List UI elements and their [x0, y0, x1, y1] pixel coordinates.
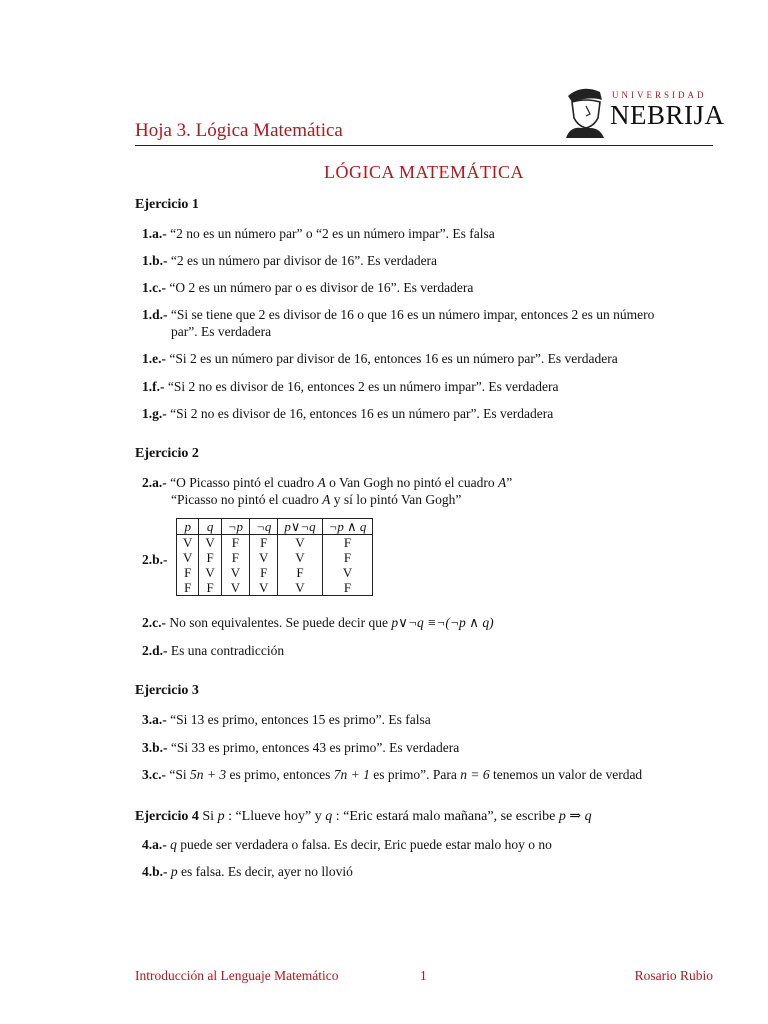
item-text: “Si 13 es primo, entonces 15 es primo”. Es falsa: [170, 712, 431, 727]
item-text: Si: [198, 809, 218, 824]
item-text: “2 es un número par divisor de 16”. Es verdadera: [170, 253, 438, 268]
item-text: ”: [506, 475, 513, 490]
item-text: puede ser verdadera o falsa. Es decir, Eric puede estar malo hoy o no: [176, 837, 552, 852]
math-var: p: [217, 809, 225, 824]
item-label: 3.c.-: [142, 767, 166, 782]
truth-table: [176, 518, 373, 596]
item-1g: [142, 405, 722, 422]
item-text: “Si 2 es un número par divisor de 16, entonces 16 es un número par”. Es verdadera: [169, 351, 618, 366]
exercise-4-text: [199, 809, 592, 824]
item-label: 1.e.-: [142, 351, 166, 366]
footer-author: Rosario Rubio: [634, 968, 713, 983]
table-cell: F: [221, 535, 249, 551]
math-var: A: [322, 492, 331, 507]
item-2b-label: 2.b.-: [142, 552, 168, 567]
item-2c: [142, 614, 722, 631]
table-cell: V: [177, 535, 199, 551]
table-cell: F: [250, 565, 278, 580]
item-4b: [142, 863, 722, 880]
math-var: A: [497, 475, 507, 490]
item-text: “Si 2 no es divisor de 16, entonces 2 es un número impar”. Es verdadera: [167, 379, 559, 394]
table-cell: F: [177, 580, 199, 596]
table-cell: V: [221, 580, 249, 596]
item-label: 4.b.-: [142, 864, 168, 879]
math-var: q: [325, 809, 333, 824]
item-text: es primo, entonces: [226, 767, 334, 782]
item-text: es falsa. Es decir, ayer no llovió: [177, 864, 353, 879]
table-header: ¬p ∧ q: [322, 519, 373, 535]
item-text: o Van Gogh no pintó el cuadro: [325, 475, 498, 490]
item-1f: [142, 378, 722, 395]
exercise-2-heading: Ejercicio 2: [135, 446, 199, 461]
item-2a: [142, 474, 722, 508]
table-cell: F: [250, 535, 278, 551]
item-1e: [142, 350, 722, 367]
item-label: 1.a.-: [142, 226, 167, 241]
item-label: 2.d.-: [142, 643, 168, 658]
item-text: “Si se tiene que 2 es divisor de 16 o que 16 es un número impar, entonces 2 es un número: [170, 307, 655, 322]
table-cell: V: [199, 535, 221, 551]
table-row: [177, 550, 373, 565]
university-logo: [560, 82, 725, 138]
item-1c: [142, 279, 722, 296]
item-3b: [142, 739, 722, 756]
item-label: 2.c.-: [142, 615, 166, 630]
page-title: LÓGICA MATEMÁTICA: [324, 162, 524, 182]
item-text: “Si: [169, 767, 191, 782]
item-text-continued: [142, 491, 722, 508]
table-cell: V: [278, 550, 322, 565]
table-cell: F: [322, 580, 373, 596]
item-text: “2 no es un número par” o “2 es un número impar”. Es falsa: [170, 226, 495, 241]
table-cell: F: [322, 535, 373, 551]
item-label: 4.a.-: [142, 837, 167, 852]
item-text: es primo”. Para: [369, 767, 461, 782]
item-text: “Si 2 no es divisor de 16, entonces 16 es un número par”. Es verdadera: [170, 406, 554, 421]
math-formula: p ⇒ q: [558, 809, 592, 824]
math-formula: 5n + 3: [190, 767, 227, 782]
table-cell: V: [250, 580, 278, 596]
item-label: 3.a.-: [142, 712, 167, 727]
footer-course: Introducción al Lenguaje Matemático: [135, 968, 339, 983]
item-text: y sí lo pintó Van Gogh”: [330, 492, 462, 507]
math-formula: p∨¬q ≡¬(¬p ∧ q): [391, 615, 494, 630]
table-cell: V: [322, 565, 373, 580]
table-cell: V: [278, 535, 322, 551]
item-2d: [142, 642, 722, 659]
item-text-continued: par”. Es verdadera: [171, 324, 272, 339]
table-header: ¬p: [221, 519, 249, 535]
table-cell: F: [221, 550, 249, 565]
item-1b: [142, 252, 722, 269]
header-divider: [135, 145, 713, 146]
table-header: ¬q: [250, 519, 278, 535]
exercise-3-heading: Ejercicio 3: [135, 683, 199, 698]
table-cell: V: [221, 565, 249, 580]
footer-page-number: 1: [420, 968, 427, 983]
table-row: [177, 580, 373, 596]
table-cell: V: [199, 565, 221, 580]
exercise-4-heading: [135, 808, 592, 825]
item-label: 1.f.-: [142, 379, 165, 394]
table-cell: V: [250, 550, 278, 565]
table-row: [177, 565, 373, 580]
item-1d: [142, 306, 722, 340]
exercise-1-heading: Ejercicio 1: [135, 197, 199, 212]
item-label: 1.b.-: [142, 253, 168, 268]
logo-nebrija-text: NEBRIJA: [610, 100, 725, 130]
table-cell: F: [278, 565, 322, 580]
logo-portrait-icon: [560, 82, 606, 138]
item-text: “O Picasso pintó el cuadro: [170, 475, 318, 490]
table-cell: F: [199, 550, 221, 565]
item-3c: [142, 766, 722, 783]
table-cell: F: [177, 565, 199, 580]
item-text: “Si 33 es primo, entonces 43 es primo”. Es verdadera: [170, 740, 460, 755]
item-text: “O 2 es un número par o es divisor de 16”. Es verdadera: [169, 280, 474, 295]
table-row: [177, 535, 373, 551]
table-header: p∨¬q: [278, 519, 322, 535]
table-header: q: [199, 519, 221, 535]
table-header: p: [177, 519, 199, 535]
header-title: Hoja 3. Lógica Matemática: [135, 120, 343, 141]
table-cell: V: [278, 580, 322, 596]
item-1a: [142, 225, 722, 242]
item-text: : “Llueve hoy” y: [224, 809, 326, 824]
item-text: : “Eric estará malo mañana”, se escribe: [332, 809, 559, 824]
item-text: tenemos un valor de verdad: [489, 767, 643, 782]
item-label: 2.a.-: [142, 475, 167, 490]
table-cell: V: [177, 550, 199, 565]
item-4a: [142, 836, 722, 853]
table-cell: F: [322, 550, 373, 565]
item-label: 1.g.-: [142, 406, 167, 421]
table-header-row: [177, 519, 373, 535]
exercise-4-title: Ejercicio 4: [135, 809, 199, 824]
math-formula: 7n + 1: [333, 767, 370, 782]
item-label: 3.b.-: [142, 740, 168, 755]
item-3a: [142, 711, 722, 728]
item-label: 1.d.-: [142, 307, 168, 322]
math-var: p: [170, 864, 178, 879]
math-formula: n = 6: [460, 767, 490, 782]
logo-university-text: UNIVERSIDAD: [612, 90, 707, 100]
math-var: q: [170, 837, 177, 852]
item-text: Es una contradicción: [170, 643, 285, 658]
table-cell: F: [199, 580, 221, 596]
item-text: “Picasso no pintó el cuadro: [171, 492, 323, 507]
math-var: A: [317, 475, 326, 490]
item-label: 1.c.-: [142, 280, 166, 295]
item-text: No son equivalentes. Se puede decir que: [169, 615, 392, 630]
